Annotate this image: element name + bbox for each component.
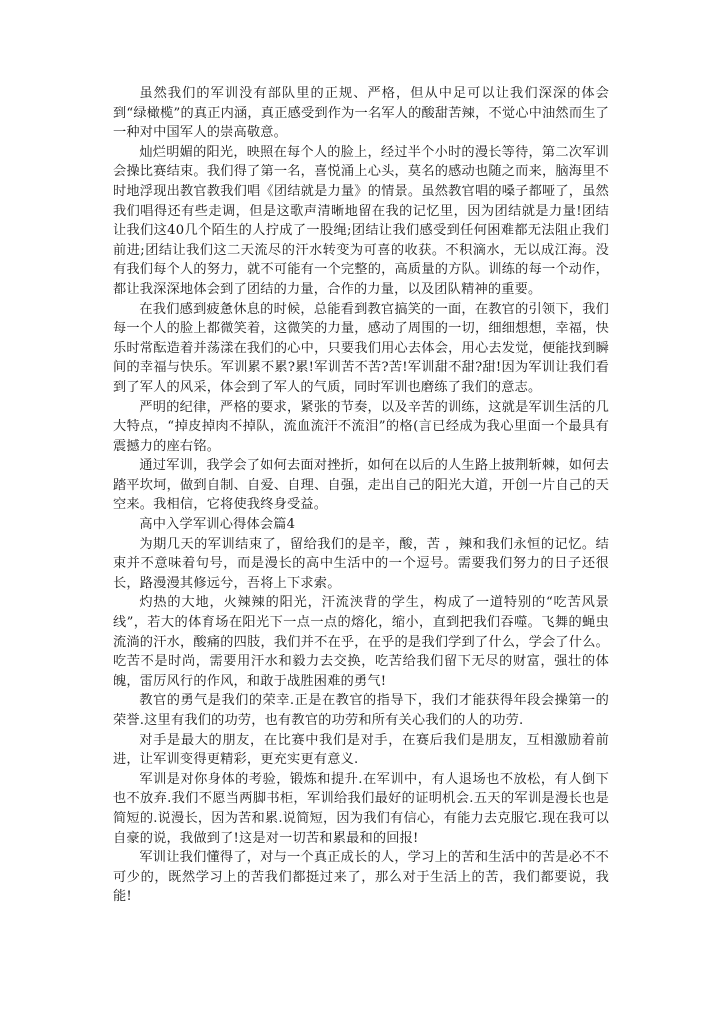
paragraph-3: 在我们感到疲惫休息的时候，总能看到教官搞笑的一面，在教官的引领下，我们每一个人的脸上都微笑着，这微笑的力量，感动了周围的一切，细细想想，幸福，快乐时常酝造着并荡漾在我们的心中，只要我们用心去体会，用心去发觉，便能找到瞬间的幸福与快乐。军训累不累?累!军训苦不苦?苦!军训甜不甜?甜!因为军训让我们看到了军人的风采，体会到了军人的气质，同时军训也磨练了我们的意志。 — [113, 301, 609, 395]
paragraph-10: 军训是对你身体的考验，锻炼和提升.在军训中，有人退场也不放松，有人倒下也不放弃.我们不愿当两脚书柜，军训给我们最好的证明机会.五天的军训是漫长也是简短的.说漫长，因为苦和累.说简短，因为我们有信心，有能力去克服它.现在我可以自豪的说，我做到了!这是对一切苦和累最和的回报! — [113, 771, 609, 846]
paragraph-7: 灼热的大地，火辣辣的阳光，汗流浃背的学生，构成了一道特别的“吃苦风景线”，若大的体育场在阳光下一点一点的熔化，缩小，直到把我们吞噬。飞舞的蝇虫流淌的汗水，酸痛的四肢，我们并不在乎，在乎的是我们学到了什么，学会了什么。吃苦不是时尚，需要用汗水和毅力去交换，吃苦给我们留下无尽的财富，强壮的体魄，雷厉风行的作风，和敢于战胜困难的勇气! — [113, 595, 609, 689]
paragraph-5: 通过军训，我学会了如何去面对挫折，如何在以后的人生路上披荆斩棘，如何去踏平坎坷，做到自制、自爱、自理、自强，走出自己的阳光大道，开创一片自己的天空来。我相信，它将使我终身受益。 — [113, 458, 609, 513]
document-body — [113, 84, 609, 907]
paragraph-11: 军训让我们懂得了，对与一个真正成长的人，学习上的苦和生活中的苦是必不不可少的，既然学习上的苦我们都挺过来了，那么对于生活上的苦，我们都要说，我能! — [113, 850, 609, 905]
paragraph-9: 对手是最大的朋友，在比赛中我们是对手，在赛后我们是朋友，互相激励着前进，让军训变得更精彩，更充实更有意义. — [113, 732, 609, 768]
section-heading: 高中入学军训心得体会篇4 — [139, 517, 296, 533]
paragraph-6: 为期几天的军训结束了，留给我们的是辛，酸，苦 ，辣和我们永恒的记忆。结束并不意味着句号，而是漫长的高中生活中的一个逗号。需要我们努力的日子还很长，路漫漫其修远兮，吾将上下求索。 — [113, 536, 609, 591]
paragraph-1: 虽然我们的军训没有部队里的正规、严格，但从中足可以让我们深深的体会到“绿橄榄”的真正内涵，真正感受到作为一名军人的酸甜苦辣，不觉心中油然而生了一种对中国军人的崇高敬意。 — [113, 86, 609, 141]
paragraph-4: 严明的纪律，严格的要求，紧张的节奏，以及辛苦的训练，这就是军训生活的几大特点，“掉皮掉肉不掉队，流血流汗不流泪”的格(言已经成为我心里面一个最具有震撼力的座右铭。 — [113, 399, 609, 454]
paragraph-2: 灿烂明媚的阳光，映照在每个人的脸上，经过半个小时的漫长等待，第二次军训会操比赛结束。我们得了第一名，喜悦涌上心头，莫名的感动也随之而来，脑海里不时地浮现出教官教我们唱《团结就是力量》的情景。虽然教官唱的嗓子都哑了，虽然我们唱得还有些走调，但是这歌声清晰地留在我的记忆里，因为团结就是力量!团结让我们这40几个陌生的人拧成了一股绳;团结让我们感受到任何困难都无法阻止我们前进;团结让我们这二天流尽的汗水转变为可喜的收获。不积滴水，无以成江海。没有我们每个人的努力，就不可能有一个完整的，高质量的方队。训练的每一个动作，都让我深深地体会到了团结的力量，合作的力量，以及团队精神的重要。 — [113, 144, 609, 297]
paragraph-8: 教官的勇气是我们的荣幸.正是在教官的指导下，我们才能获得年段会操第一的荣誉.这里有我们的功劳，也有教官的功劳和所有关心我们的人的功劳. — [113, 693, 609, 728]
